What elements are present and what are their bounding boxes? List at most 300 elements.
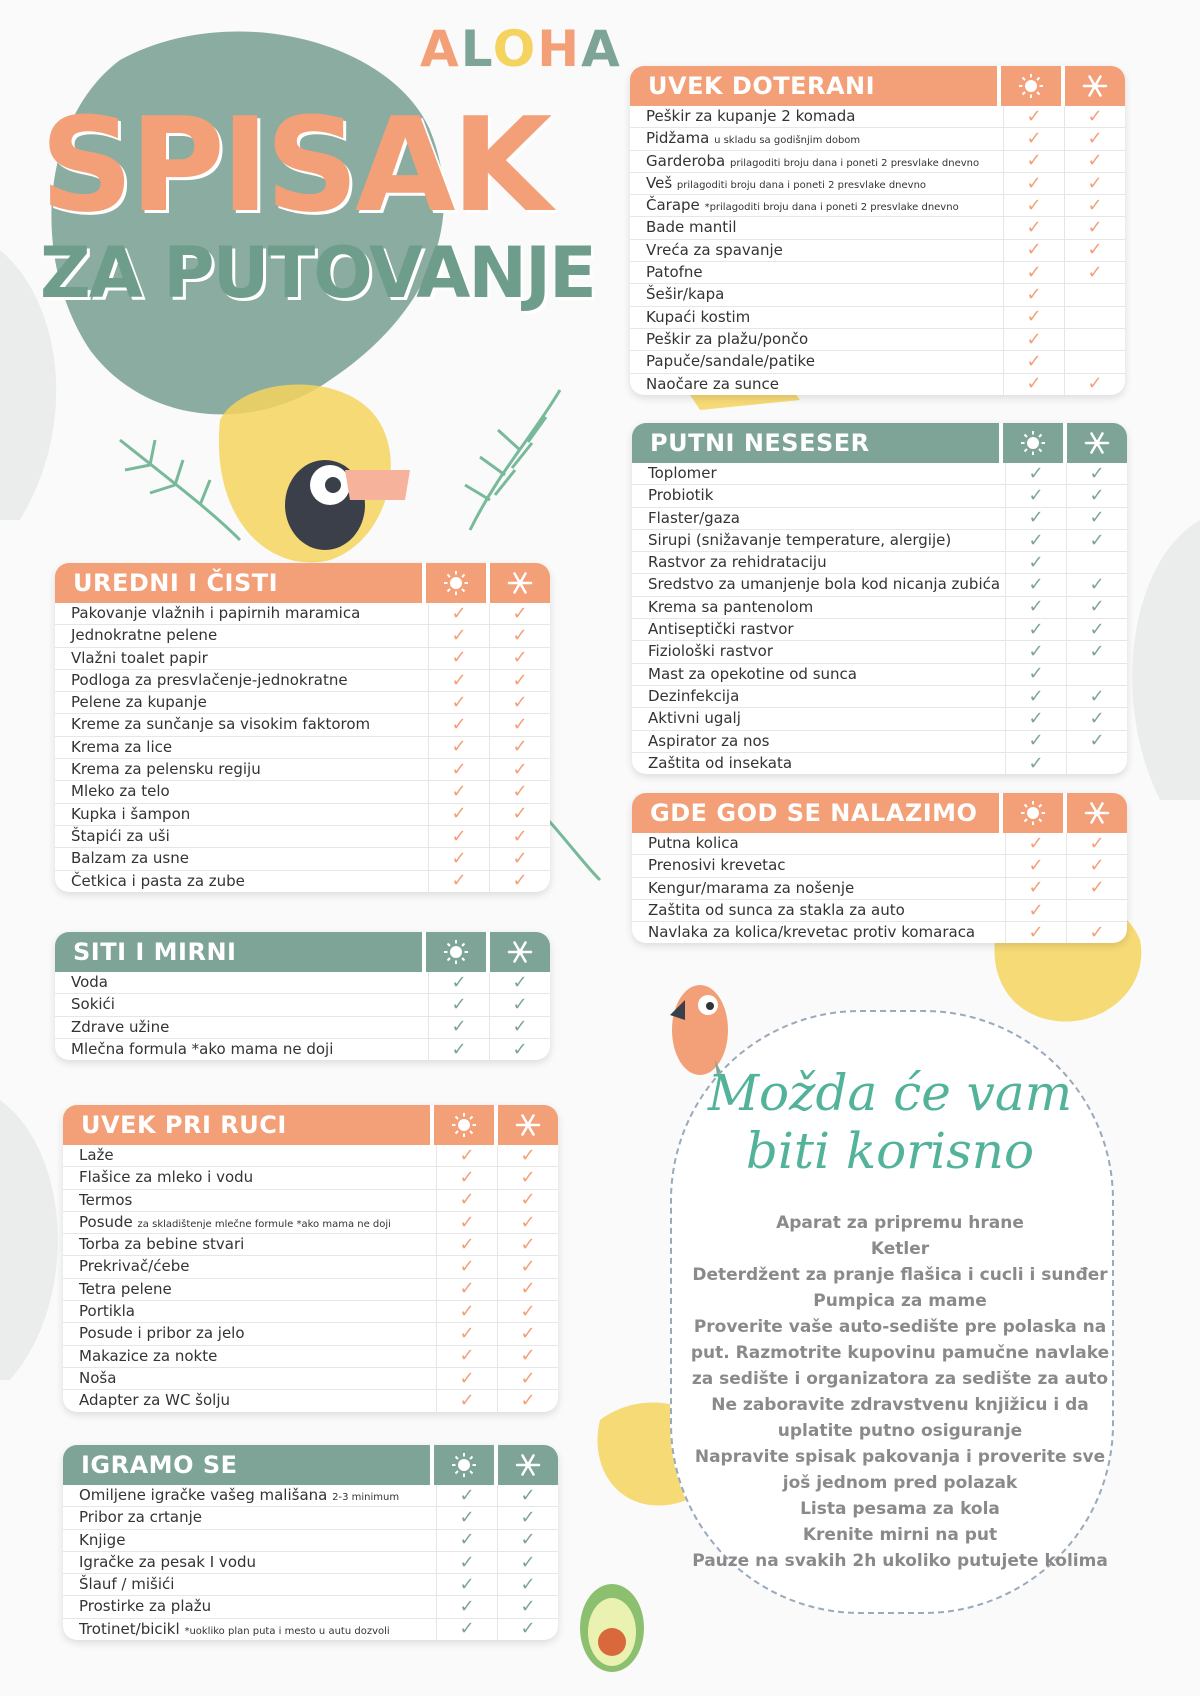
item-label-text: Zaštita od insekata [648, 753, 793, 772]
summer-check-cell[interactable] [428, 648, 489, 669]
list-item [55, 1039, 550, 1060]
item-label-text: Šešir/kapa [646, 285, 725, 304]
winter-check-cell[interactable] [1066, 708, 1127, 729]
item-label-text: Četkica i pasta za zube [71, 871, 245, 890]
list-item [63, 1485, 558, 1507]
checkmark-icon: ✓ [1028, 484, 1044, 506]
hint-item: Krenite mirni na put [802, 1525, 998, 1545]
checkmark-icon: ✓ [1026, 284, 1042, 306]
winter-check-cell[interactable] [1066, 900, 1127, 921]
winter-check-cell[interactable] [489, 848, 550, 869]
list-item [55, 714, 550, 736]
section-title: IGRAMO SE [81, 1451, 238, 1479]
winter-check-cell[interactable] [1064, 374, 1125, 395]
item-label-text: Toplomer [648, 464, 717, 482]
winter-check-cell[interactable] [1064, 262, 1125, 283]
winter-check-cell[interactable] [1064, 106, 1125, 127]
winter-check-cell[interactable] [497, 1368, 558, 1389]
summer-check-cell[interactable] [436, 1145, 497, 1166]
hint-item: Proverite vaše auto-sedište pre polaska na put. Razmotrite kupovinu pamučne navlake za sedište i organizatora za sedište za auto [690, 1317, 1110, 1389]
summer-check-cell[interactable] [436, 1507, 497, 1528]
winter-check-cell[interactable] [489, 692, 550, 713]
winter-check-cell[interactable] [1066, 641, 1127, 662]
summer-check-cell[interactable] [436, 1390, 497, 1411]
winter-check-cell[interactable] [489, 871, 550, 892]
sun-icon [430, 1105, 494, 1145]
section-header [63, 1445, 558, 1485]
checkmark-icon: ✓ [1087, 127, 1103, 149]
checkmark-icon: ✓ [512, 870, 528, 892]
winter-check-cell[interactable] [1064, 329, 1125, 350]
list-item [55, 737, 550, 759]
summer-check-cell[interactable] [436, 1346, 497, 1367]
summer-check-cell[interactable] [1003, 351, 1064, 372]
summer-check-cell[interactable] [1005, 833, 1066, 854]
sun-icon [999, 423, 1063, 463]
winter-check-cell[interactable] [1066, 530, 1127, 551]
item-label-text: Zdrave užine [71, 1017, 170, 1036]
checkmark-icon: ✓ [459, 1618, 475, 1640]
summer-check-cell[interactable] [1005, 878, 1066, 899]
item-label [55, 804, 428, 825]
list-item [630, 217, 1125, 239]
checkmark-icon: ✓ [512, 993, 528, 1015]
summer-check-cell[interactable] [1005, 708, 1066, 729]
list-item [632, 686, 1127, 708]
summer-check-cell[interactable] [428, 994, 489, 1015]
winter-check-cell[interactable] [1066, 878, 1127, 899]
checkmark-icon: ✓ [459, 1278, 475, 1300]
summer-check-cell[interactable] [1005, 664, 1066, 685]
item-label-text: Dezinfekcija [648, 686, 740, 705]
winter-check-cell[interactable] [497, 1530, 558, 1551]
summer-check-cell[interactable] [428, 826, 489, 847]
winter-check-cell[interactable] [497, 1507, 558, 1528]
list-item [632, 508, 1127, 530]
winter-check-cell[interactable] [489, 804, 550, 825]
summer-check-cell[interactable] [1005, 552, 1066, 573]
winter-check-cell[interactable] [1064, 307, 1125, 328]
item-label [630, 284, 1003, 305]
item-label-text: Posude i pribor za jelo [79, 1324, 245, 1343]
summer-check-cell[interactable] [436, 1530, 497, 1551]
checkmark-icon: ✓ [1026, 127, 1042, 149]
summer-check-cell[interactable] [1005, 619, 1066, 640]
item-label-text: Mlečna formula *ako mama ne doji [71, 1039, 334, 1058]
summer-check-cell[interactable] [1005, 900, 1066, 921]
summer-check-cell[interactable] [436, 1190, 497, 1211]
winter-check-cell[interactable] [1064, 240, 1125, 261]
winter-check-cell[interactable] [497, 1619, 558, 1640]
list-item [55, 648, 550, 670]
item-note: *prilagoditi broju dana i poneti 2 presvlake dnevno [704, 202, 959, 214]
checkmark-icon: ✓ [1028, 641, 1044, 663]
winter-check-cell[interactable] [497, 1145, 558, 1166]
winter-check-cell[interactable] [1066, 463, 1127, 484]
winter-check-cell[interactable] [489, 670, 550, 691]
winter-check-cell[interactable] [489, 1017, 550, 1038]
checkmark-icon: ✓ [1028, 899, 1044, 921]
winter-check-cell[interactable] [489, 972, 550, 993]
checkmark-icon: ✓ [1028, 752, 1044, 774]
snowflake-icon [486, 932, 550, 972]
item-label [55, 648, 428, 669]
summer-check-cell[interactable] [1003, 128, 1064, 149]
list-item [632, 833, 1127, 855]
hint-item: Napravite spisak pakovanja i proverite sve još jednom pred polazak [694, 1447, 1106, 1493]
item-label [632, 664, 1005, 685]
item-label-text: Aktivni ugalj [648, 709, 741, 728]
winter-check-cell[interactable] [497, 1190, 558, 1211]
list-item [55, 1017, 550, 1039]
winter-check-cell[interactable] [1066, 922, 1127, 943]
item-label [63, 1323, 436, 1344]
checkmark-icon: ✓ [1087, 194, 1103, 216]
item-label [55, 994, 428, 1015]
item-label [632, 833, 1005, 854]
summer-check-cell[interactable] [436, 1256, 497, 1277]
summer-check-cell[interactable] [428, 737, 489, 758]
section-title: UREDNI I ČISTI [73, 569, 279, 597]
checkmark-icon: ✓ [1028, 663, 1044, 685]
item-label [632, 708, 1005, 729]
checkmark-icon: ✓ [512, 736, 528, 758]
winter-check-cell[interactable] [489, 1039, 550, 1060]
checkmark-icon: ✓ [1087, 373, 1103, 395]
checkmark-icon: ✓ [1089, 596, 1105, 618]
item-label [55, 848, 428, 869]
section-title: SITI I MIRNI [73, 938, 237, 966]
sun-icon [997, 66, 1061, 106]
item-label [630, 307, 1003, 328]
item-label-text: Sirupi (snižavanje temperature, alergije) [648, 530, 952, 549]
winter-check-cell[interactable] [1066, 686, 1127, 707]
checkmark-icon: ✓ [1028, 730, 1044, 752]
item-label [632, 922, 1005, 943]
winter-check-cell[interactable] [1066, 753, 1127, 774]
summer-check-cell[interactable] [428, 692, 489, 713]
item-label [63, 1368, 436, 1389]
list-item [55, 603, 550, 625]
item-label [632, 641, 1005, 662]
winter-check-cell[interactable] [497, 1390, 558, 1411]
item-label [630, 240, 1003, 261]
checkmark-icon: ✓ [459, 1596, 475, 1618]
summer-check-cell[interactable] [436, 1552, 497, 1573]
checkmark-icon: ✓ [512, 647, 528, 669]
list-item [630, 307, 1125, 329]
winter-check-cell[interactable] [1066, 552, 1127, 573]
item-label [632, 900, 1005, 921]
summer-check-cell[interactable] [436, 1301, 497, 1322]
item-label-text: Antiseptički rastvor [648, 620, 794, 639]
summer-check-cell[interactable] [428, 972, 489, 993]
winter-check-cell[interactable] [1066, 597, 1127, 618]
aloha-letter-a2: A [581, 20, 622, 78]
summer-check-cell[interactable] [1003, 217, 1064, 238]
section-header [632, 793, 1127, 833]
winter-check-cell[interactable] [497, 1323, 558, 1344]
item-label-text: Naočare za sunce [646, 374, 780, 393]
summer-check-cell[interactable] [1003, 284, 1064, 305]
summer-check-cell[interactable] [1005, 641, 1066, 662]
item-label-text: Pakovanje vlažnih i papirnih maramica [71, 604, 361, 622]
checkmark-icon: ✓ [459, 1551, 475, 1573]
winter-check-cell[interactable] [1064, 195, 1125, 216]
list-item [63, 1574, 558, 1596]
summer-check-cell[interactable] [1003, 262, 1064, 283]
item-label [630, 128, 1003, 149]
item-label-text: Kengur/marama za nošenje [648, 878, 855, 897]
list-item [630, 173, 1125, 195]
item-label-text: Papuče/sandale/patike [646, 352, 815, 371]
item-label-text: Pribor za crtanje [79, 1508, 202, 1527]
list-item [55, 826, 550, 848]
summer-check-cell[interactable] [1003, 151, 1064, 172]
winter-check-cell[interactable] [497, 1256, 558, 1277]
summer-check-cell[interactable] [436, 1212, 497, 1233]
summer-check-cell[interactable] [436, 1368, 497, 1389]
winter-check-cell[interactable] [489, 737, 550, 758]
summer-check-cell[interactable] [428, 1039, 489, 1060]
summer-check-cell[interactable] [1003, 195, 1064, 216]
summer-check-cell[interactable] [1005, 753, 1066, 774]
item-label [630, 374, 1003, 395]
item-label [630, 262, 1003, 283]
summer-check-cell[interactable] [436, 1323, 497, 1344]
winter-check-cell[interactable] [489, 826, 550, 847]
winter-check-cell[interactable] [497, 1234, 558, 1255]
summer-check-cell[interactable] [1005, 530, 1066, 551]
winter-check-cell[interactable] [497, 1596, 558, 1617]
summer-check-cell[interactable] [1005, 463, 1066, 484]
item-label [63, 1596, 436, 1617]
winter-check-cell[interactable] [489, 759, 550, 780]
list-item [632, 708, 1127, 730]
list-item [63, 1530, 558, 1552]
winter-check-cell[interactable] [1064, 284, 1125, 305]
winter-check-cell[interactable] [1064, 173, 1125, 194]
summer-check-cell[interactable] [428, 759, 489, 780]
checkmark-icon: ✓ [451, 1038, 467, 1060]
list-item [55, 994, 550, 1016]
item-label [63, 1507, 436, 1528]
item-label [63, 1256, 436, 1277]
item-label-text: Sokići [71, 995, 115, 1014]
checkmark-icon: ✓ [1028, 574, 1044, 596]
summer-check-cell[interactable] [428, 871, 489, 892]
summer-check-cell[interactable] [1005, 508, 1066, 529]
winter-check-cell[interactable] [497, 1346, 558, 1367]
summer-check-cell[interactable] [1003, 307, 1064, 328]
winter-check-cell[interactable] [1066, 731, 1127, 752]
checkmark-icon: ✓ [1026, 239, 1042, 261]
page-title-block [40, 89, 600, 314]
item-label [55, 737, 428, 758]
winter-check-cell[interactable] [489, 781, 550, 802]
summer-check-cell[interactable] [428, 625, 489, 646]
summer-check-cell[interactable] [1003, 240, 1064, 261]
summer-check-cell[interactable] [1005, 686, 1066, 707]
section-uredni-i-cisti [55, 563, 550, 892]
item-label [632, 530, 1005, 551]
list-item [63, 1323, 558, 1345]
winter-check-cell[interactable] [489, 625, 550, 646]
checkmark-icon: ✓ [451, 736, 467, 758]
winter-check-cell[interactable] [1064, 351, 1125, 372]
winter-check-cell[interactable] [489, 603, 550, 624]
winter-check-cell[interactable] [1064, 217, 1125, 238]
summer-check-cell[interactable] [436, 1485, 497, 1506]
winter-check-cell[interactable] [1066, 574, 1127, 595]
checkmark-icon: ✓ [1089, 877, 1105, 899]
item-label [55, 1039, 428, 1060]
snowflake-icon [1061, 66, 1125, 106]
checkmark-icon: ✓ [459, 1211, 475, 1233]
winter-check-cell[interactable] [1066, 619, 1127, 640]
winter-check-cell[interactable] [489, 994, 550, 1015]
item-label-text: Flaster/gaza [648, 508, 740, 527]
aloha-letter-l: L [460, 20, 493, 78]
summer-check-cell[interactable] [428, 781, 489, 802]
list-item [632, 574, 1127, 596]
item-label-text: Krema za pelensku regiju [71, 760, 261, 779]
checkmark-icon: ✓ [451, 803, 467, 825]
item-label-text: Štapići za uši [71, 826, 170, 845]
checkmark-icon: ✓ [451, 691, 467, 713]
item-label-text: Prostirke za plažu [79, 1597, 212, 1616]
item-label [63, 1485, 436, 1506]
item-label [55, 670, 428, 691]
item-label-text: Voda [71, 973, 108, 991]
winter-check-cell[interactable] [497, 1167, 558, 1188]
summer-check-cell[interactable] [436, 1574, 497, 1595]
checkmark-icon: ✓ [1089, 730, 1105, 752]
item-label-text: Garderoba [646, 151, 726, 170]
checkmark-icon: ✓ [520, 1189, 536, 1211]
summer-check-cell[interactable] [1003, 173, 1064, 194]
checkmark-icon: ✓ [512, 624, 528, 646]
summer-check-cell[interactable] [436, 1619, 497, 1640]
summer-check-cell[interactable] [428, 1017, 489, 1038]
summer-check-cell[interactable] [1005, 597, 1066, 618]
checkmark-icon: ✓ [1026, 328, 1042, 350]
checkmark-icon: ✓ [451, 870, 467, 892]
list-item [632, 900, 1127, 922]
winter-check-cell[interactable] [497, 1301, 558, 1322]
summer-check-cell[interactable] [1005, 574, 1066, 595]
summer-check-cell[interactable] [1003, 106, 1064, 127]
list-item [63, 1507, 558, 1529]
winter-check-cell[interactable] [1066, 508, 1127, 529]
item-label [55, 625, 428, 646]
winter-check-cell[interactable] [497, 1279, 558, 1300]
checkmark-icon: ✓ [459, 1367, 475, 1389]
list-item [632, 664, 1127, 686]
winter-check-cell[interactable] [497, 1212, 558, 1233]
item-note: u skladu sa godišnjim dobom [714, 135, 861, 147]
winter-check-cell[interactable] [1064, 151, 1125, 172]
winter-check-cell[interactable] [1066, 855, 1127, 876]
summer-check-cell[interactable] [428, 804, 489, 825]
summer-check-cell[interactable] [436, 1596, 497, 1617]
list-item [630, 374, 1125, 395]
snowflake-icon [1063, 423, 1127, 463]
item-label-text: Pidžama [646, 129, 710, 148]
summer-check-cell[interactable] [1005, 731, 1066, 752]
item-label [630, 217, 1003, 238]
item-label-text: Podloga za presvlačenje-jednokratne [71, 670, 348, 689]
list-item [63, 1212, 558, 1234]
hint-item: Ne zaboravite zdravstvenu knjižicu i da uplatite putno osiguranje [711, 1395, 1089, 1441]
summer-check-cell[interactable] [428, 848, 489, 869]
summer-check-cell[interactable] [436, 1234, 497, 1255]
checkmark-icon: ✓ [1089, 507, 1105, 529]
checkmark-icon: ✓ [512, 602, 528, 624]
item-label-text: Prekrivač/ćebe [79, 1257, 190, 1276]
item-label-text: Putna kolica [648, 834, 739, 852]
winter-check-cell[interactable] [489, 648, 550, 669]
section-title: PUTNI NESESER [650, 429, 870, 457]
section-gde-god-se-nalazimo [632, 793, 1127, 943]
list-item [630, 329, 1125, 351]
item-label [63, 1619, 436, 1640]
summer-check-cell[interactable] [1003, 329, 1064, 350]
summer-check-cell[interactable] [1005, 855, 1066, 876]
checkmark-icon: ✓ [1026, 194, 1042, 216]
item-label [632, 686, 1005, 707]
item-note: *uokliko plan puta i mesto u autu dozvoli [184, 1625, 390, 1637]
checkmark-icon: ✓ [520, 1345, 536, 1367]
summer-check-cell[interactable] [428, 714, 489, 735]
winter-check-cell[interactable] [497, 1552, 558, 1573]
winter-check-cell[interactable] [497, 1574, 558, 1595]
checkmark-icon: ✓ [1028, 921, 1044, 943]
summer-check-cell[interactable] [428, 670, 489, 691]
checkmark-icon: ✓ [459, 1484, 475, 1506]
item-label-text: Omiljene igračke vašeg mališana [79, 1486, 328, 1504]
item-label-text: Navlaka za kolica/krevetac protiv komaraca [648, 923, 976, 942]
winter-check-cell[interactable] [1066, 833, 1127, 854]
winter-check-cell[interactable] [497, 1485, 558, 1506]
checkmark-icon: ✓ [1087, 239, 1103, 261]
item-label-text: Mleko za telo [71, 782, 170, 801]
summer-check-cell[interactable] [436, 1167, 497, 1188]
list-item [55, 871, 550, 892]
list-item [632, 530, 1127, 552]
toucan-icon [285, 460, 410, 550]
checkmark-icon: ✓ [520, 1506, 536, 1528]
item-label-text: Kreme za sunčanje sa visokim faktorom [71, 715, 371, 734]
summer-check-cell[interactable] [1005, 922, 1066, 943]
checkmark-icon: ✓ [459, 1529, 475, 1551]
section-header [55, 563, 550, 603]
summer-check-cell[interactable] [1005, 485, 1066, 506]
winter-check-cell[interactable] [1066, 664, 1127, 685]
winter-check-cell[interactable] [1066, 485, 1127, 506]
checkmark-icon: ✓ [451, 781, 467, 803]
checkmark-icon: ✓ [451, 714, 467, 736]
summer-check-cell[interactable] [428, 603, 489, 624]
item-label-text: Peškir za plažu/pončo [646, 329, 809, 348]
summer-check-cell[interactable] [436, 1279, 497, 1300]
list-item [630, 240, 1125, 262]
list-item [630, 351, 1125, 373]
winter-check-cell[interactable] [489, 714, 550, 735]
checkmark-icon: ✓ [1089, 921, 1105, 943]
winter-check-cell[interactable] [1064, 128, 1125, 149]
summer-check-cell[interactable] [1003, 374, 1064, 395]
